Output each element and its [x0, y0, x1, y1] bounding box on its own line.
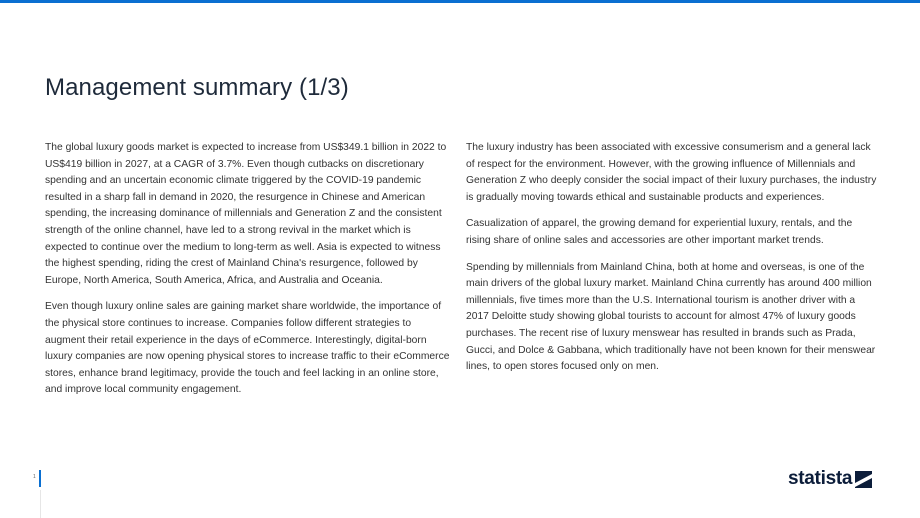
statista-logo — [788, 468, 872, 490]
summary-paragraph: Even though luxury online sales are gaining market share worldwide, the importance of the physical store continues to increase. Companies follow different strategies to augment their retail experience in the days of eCommerce. Interestingly, digital-born luxury companies are now opening physical stores to increase traffic to their eCommerce stores, enhance brand legitimacy, provide the touch and feel lacking in an online store, and improve local community engagement. — [45, 301, 450, 396]
summary-right-column — [466, 140, 879, 386]
summary-paragraph: The global luxury goods market is expected to increase from US$349.1 billion in 2022 to US$419 billion in 2027, at a CAGR of 3.7%. Even though cutbacks on discretionary spending and an uncertain economic climate triggered by the COVID-19 pandemic resulted in a sharp fall in demand in 2020, the resurgence in Chinese and American spending, the increasing dominance of millennials and Generation Z and the consistent strength of the online channel, have led to a strong revival in the market which is expected to continue over the medium to long-term as well. Asia is expected to witness the highest spending, riding the crest of Mainland China's resurgence, followed by Europe, North America, South America, Africa, and Australia and Oceania. — [45, 142, 447, 286]
summary-paragraph: Casualization of apparel, the growing demand for experiential luxury, rentals, and the rising share of online sales and accessories are other important market trends. — [466, 218, 853, 246]
page-marker — [39, 470, 41, 487]
side-divider — [40, 490, 41, 518]
top-accent-rule — [0, 0, 920, 3]
page-number: 1 — [33, 474, 36, 480]
summary-paragraph: The luxury industry has been associated with excessive consumerism and a general lack of respect for the environment. However, with the growing influence of Millennials and Generation Z who deeply consider the social impact of their luxury purchases, the industry is gradually moving towards ethical and sustainable products and experiences. — [466, 142, 877, 203]
summary-paragraph: Spending by millennials from Mainland China, both at home and overseas, is one of the main drivers of the global luxury market. Mainland China currently has around 400 million millennials, five times more than the U.S. International tourism is another driver with a 2017 Deloitte study showing global tourists to account for almost 47% of luxury goods purchases. The recent rise of luxury menswear has resulted in brands such as Prada, Gucci, and Dolce & Gabbana, which traditionally have not been known for their menswear lines, to open stores focused only on men. — [466, 261, 876, 373]
statista-mark-icon — [855, 471, 872, 488]
summary-left-column — [45, 140, 452, 409]
logo-wordmark: statista — [788, 468, 853, 489]
page-title: Management summary (1/3) — [45, 74, 349, 102]
